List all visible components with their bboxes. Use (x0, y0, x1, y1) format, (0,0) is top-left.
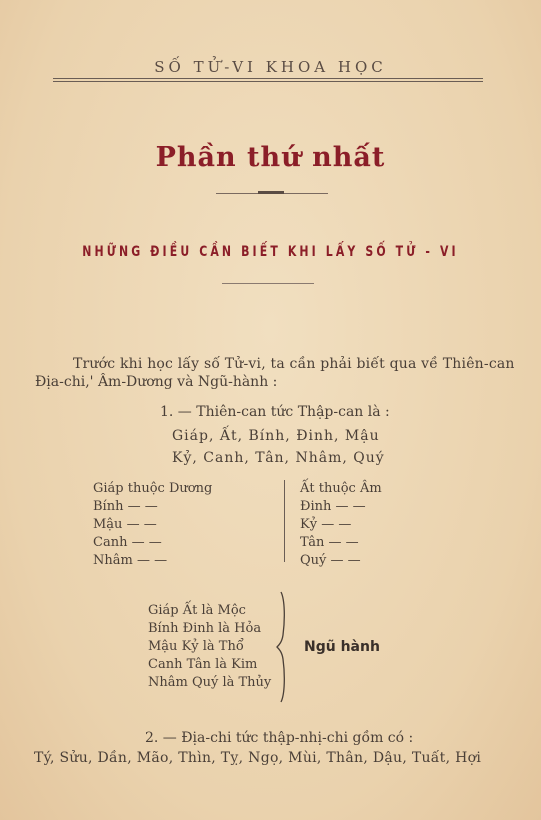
header-rule-bottom (53, 81, 483, 82)
chapter-subtitle: NHỮNG ĐIỀU CẦN BIẾT KHI LẤY SỐ TỬ - VI (82, 244, 459, 260)
ngu-hanh-line: Canh Tân là Kim (148, 657, 258, 672)
am-item: Ất thuộc Âm (300, 481, 382, 496)
title-ornament-center (258, 191, 284, 194)
intro-line-2: Địa-chi,' Âm-Dương và Ngũ-hành : (35, 374, 278, 390)
duong-item: Bính — — (93, 499, 158, 514)
curly-brace (276, 590, 290, 705)
am-item: Quý — — (300, 553, 361, 568)
am-item: Đinh — — (300, 499, 366, 514)
header-rule-top (53, 78, 483, 79)
chapter-title: Phần thứ nhất (155, 142, 386, 173)
ngu-hanh-line: Giáp Ất là Mộc (148, 603, 246, 618)
am-item: Tân — — (300, 535, 359, 550)
ngu-hanh-line: Bính Đinh là Hỏa (148, 621, 262, 636)
section1-heading: 1. — Thiên-can tức Thập-can là : (160, 404, 390, 420)
ngu-hanh-line: Nhâm Quý là Thủy (148, 675, 272, 690)
column-divider (284, 480, 285, 562)
dia-chi-list: Tý, Sửu, Dần, Mão, Thìn, Tỵ, Ngọ, Mùi, Thân, Dậu, Tuất, Hợi (34, 750, 482, 766)
duong-item: Canh — — (93, 535, 162, 550)
am-item: Kỷ — — (300, 517, 352, 532)
duong-item: Giáp thuộc Dương (93, 481, 213, 496)
thien-can-row-2: Kỷ, Canh, Tân, Nhâm, Quý (172, 450, 385, 466)
running-header: SỐ TỬ-VI KHOA HỌC (154, 58, 387, 76)
section2-heading: 2. — Địa-chi tức thập-nhị-chi gồm có : (145, 730, 414, 746)
duong-item: Mậu — — (93, 517, 157, 532)
subtitle-rule (222, 283, 314, 284)
ngu-hanh-label: Ngũ hành (304, 639, 380, 655)
duong-item: Nhâm — — (93, 553, 168, 568)
intro-line-1: Trước khi học lấy số Tử-vi, ta cần phải biết qua về Thiên-can (73, 356, 515, 372)
thien-can-row-1: Giáp, Ất, Bính, Đinh, Mậu (172, 428, 380, 444)
ngu-hanh-line: Mậu Kỷ là Thổ (148, 639, 244, 654)
